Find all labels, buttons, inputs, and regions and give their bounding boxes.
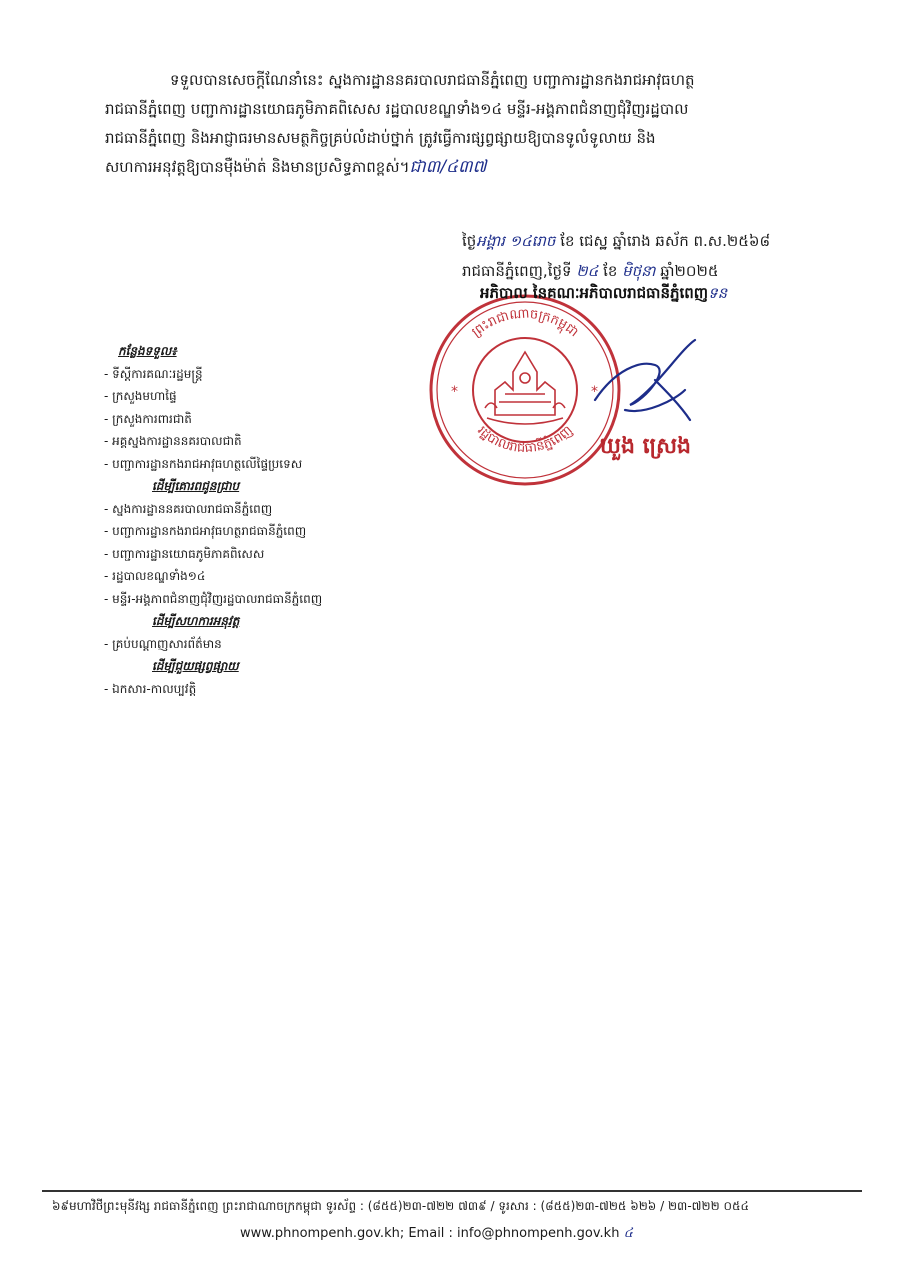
lunar-date — [462, 226, 770, 256]
paragraph-line-4 — [105, 153, 855, 182]
paragraph-line-2: រាជធានីភ្នំពេញ បញ្ជាការដ្ឋានយោធភូមិភាគពិសេស រដ្ឋបាលខណ្ឌទាំង១៤ មន្ទីរ-អង្គភាពជំនាញជុំវិញរដ្ឋបាល — [105, 100, 689, 118]
lunar-handwritten: អង្គារ ១៤រោច — [476, 232, 556, 250]
paragraph-line-3: រាជធានីភ្នំពេញ និងអាជ្ញាធរមានសមត្ថកិច្ចគ្រប់លំដាប់ថ្នាក់ ត្រូវធ្វើការផ្សព្វផ្សាយឱ្យបានទូលំទូលាយ និង — [105, 129, 656, 147]
solar-day: ២៤ — [576, 262, 599, 280]
stamp-emblem-ring — [473, 338, 577, 442]
paragraph-line-1: ទទួលបានសេចក្ដីណែនាំនេះ ស្នងការដ្ឋាននគរបាលរាជធានីភ្នំពេញ បញ្ជាការដ្ឋានកងរាជអាវុធហត្ថ — [170, 71, 695, 89]
recipients-subheading-1: ដើម្បីគោរពជូនជ្រាប — [152, 479, 240, 493]
signatory-title-text: អភិបាល នៃគណៈអភិបាលរាជធានីភ្នំពេញ — [480, 284, 709, 302]
solar-prefix: រាជធានីភ្នំពេញ,ថ្ងៃទី — [462, 262, 572, 280]
recipients-group-2 — [104, 498, 322, 611]
list-item: - មន្ទីរ-អង្គភាពជំនាញជុំវិញរដ្ឋបាលរាជធានីភ្នំពេញ — [104, 588, 322, 611]
signatory-title — [480, 284, 727, 306]
solar-month: មិថុនា — [622, 262, 656, 280]
list-item: - ឯកសារ-កាលប្បវត្តិ — [104, 678, 322, 701]
list-item: - ទីស្ដីការគណៈរដ្ឋមន្ត្រី — [104, 363, 322, 386]
footer-web-email: www.phnompenh.gov.kh; Email : info@phnompenh.gov.kh — [240, 1226, 620, 1241]
recipients-subheading-2: ដើម្បីសហការអនុវត្ត — [152, 614, 240, 628]
lunar-suffix: ខែ ជេស្ឋ ឆ្នាំរោង ឆស័ក ព.ស.២៥៦៨ — [560, 232, 771, 250]
stamp-bottom-text: រដ្ឋបាលរាជធានីភ្នំពេញ — [474, 423, 576, 457]
handwritten-reference: ជា៣/៤៣៧ — [409, 157, 487, 177]
stamp-top-text: ព្រះរាជាណាចក្រកម្ពុជា — [469, 306, 581, 341]
stamp-star-left-icon: * — [451, 384, 458, 400]
recipients-group-4 — [104, 678, 322, 701]
list-item: - គ្រប់បណ្ដាញសារព័ត៌មាន — [104, 633, 322, 656]
footer-handwritten-mark: ៤ — [623, 1226, 633, 1241]
recipients-list — [104, 340, 322, 700]
signature-icon — [585, 330, 705, 430]
list-item: - អគ្គស្នងការដ្ឋាននគរបាលជាតិ — [104, 430, 322, 453]
list-item: - ក្រសួងមហាផ្ទៃ — [104, 385, 322, 408]
list-item: - ស្នងការដ្ឋាននគរបាលរាជធានីភ្នំពេញ — [104, 498, 322, 521]
paragraph-line-4-text: សហការអនុវត្តឱ្យបានម៉ឺងម៉ាត់ និងមានប្រសិទ្ធភាពខ្ពស់។ — [105, 158, 410, 176]
footer-contact — [240, 1225, 633, 1244]
lunar-prefix: ថ្ងៃ — [462, 232, 477, 250]
solar-year: ឆ្នាំ២០២៥ — [660, 262, 719, 280]
signatory-name: ឃួង ស្រេង — [600, 434, 692, 459]
list-item: - រដ្ឋបាលខណ្ឌទាំង១៤ — [104, 565, 322, 588]
recipients-subheading-3: ដើម្បីជួយផ្សព្វផ្សាយ — [152, 659, 239, 673]
date-block — [462, 226, 770, 286]
solar-month-label: ខែ — [603, 262, 618, 280]
signatory-title-handwritten: ទន — [708, 284, 728, 302]
list-item: - បញ្ជាការដ្ឋានកងរាជអាវុធហត្ថលើផ្ទៃប្រទេស — [104, 453, 322, 476]
body-paragraph — [105, 66, 855, 182]
solar-date — [462, 256, 770, 286]
stamp-emblem-icon — [485, 352, 565, 424]
stamp-star-right-icon: * — [591, 384, 598, 400]
recipients-heading: កន្លែងទទួល៖ — [118, 344, 177, 358]
list-item: - បញ្ជាការដ្ឋានកងរាជអាវុធហត្ថរាជធានីភ្នំពេញ — [104, 520, 322, 543]
list-item: - បញ្ជាការដ្ឋានយោធភូមិភាគពិសេស — [104, 543, 322, 566]
footer-divider — [42, 1190, 862, 1192]
list-item: - ក្រសួងការពារជាតិ — [104, 408, 322, 431]
footer-address: ៦៩មហាវិថីព្រះមុនីវង្ស រាជធានីភ្នំពេញ ព្រះរាជាណាចក្រកម្ពុជា ទូរស័ព្ទ : (៨៥៥)២៣-៧២២ ៧៣៩ / ទូរសារ : (៨៥៥)២៣-៧២៥ ៦២៦ / ២៣-៧២២ ០៥៤ — [52, 1199, 749, 1213]
recipients-group-1 — [104, 363, 322, 476]
recipients-group-3 — [104, 633, 322, 656]
